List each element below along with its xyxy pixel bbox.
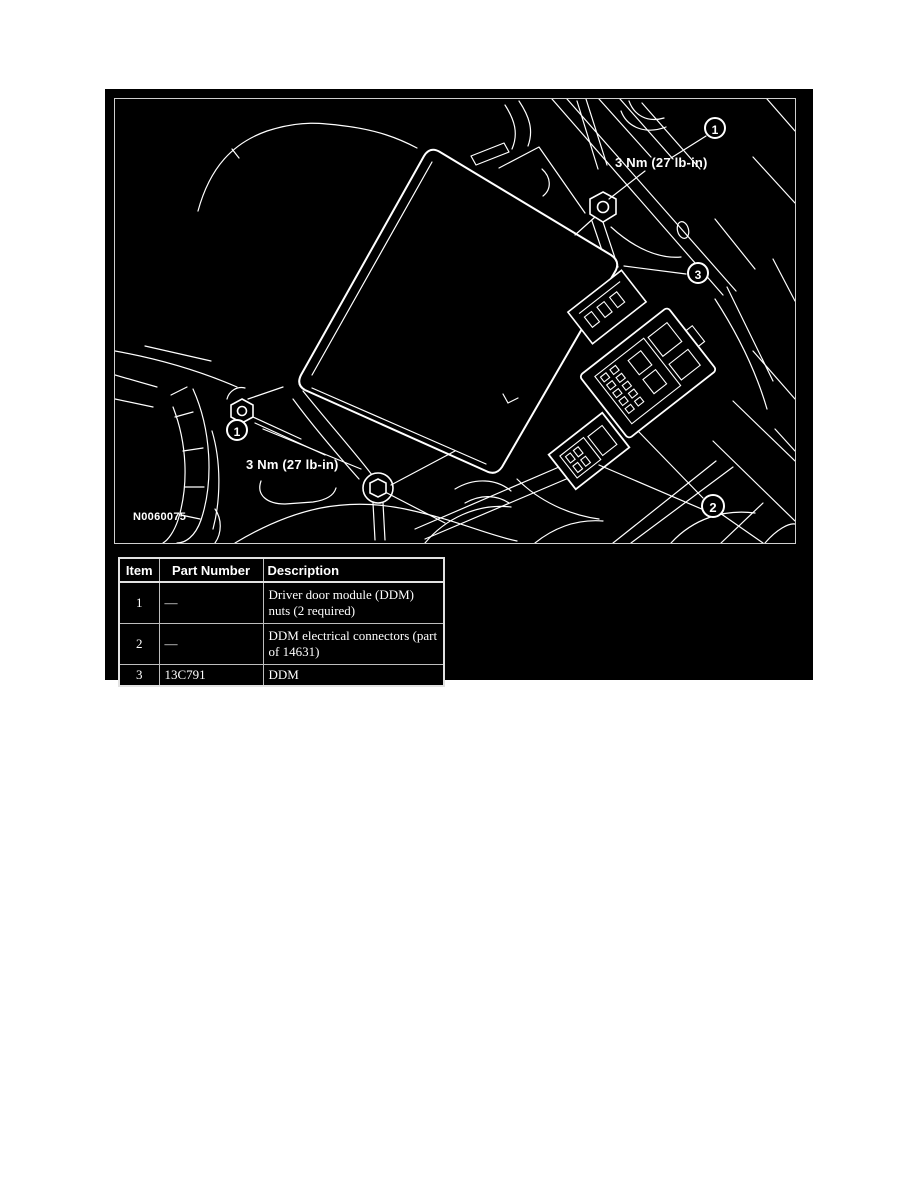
table-row	[119, 624, 444, 665]
header-part-number: Part Number	[159, 558, 263, 582]
ddm-diagram	[114, 98, 796, 544]
header-item: Item	[119, 558, 159, 582]
cell-description: Driver door module (DDM) nuts (2 required)	[263, 582, 444, 624]
header-description: Description	[263, 558, 444, 582]
callout-1-bottom-badge: 1	[226, 419, 248, 441]
torque-label-bottom: 3 Nm (27 lb-in)	[246, 457, 339, 472]
callout-3-badge: 3	[687, 262, 709, 284]
cell-description: DDM	[263, 665, 444, 687]
torque-label-top: 3 Nm (27 lb-in)	[615, 155, 708, 170]
figure-id-label: N0060075	[133, 511, 187, 523]
parts-table	[118, 557, 445, 687]
cell-part-number: 13C791	[159, 665, 263, 687]
table-row	[119, 665, 444, 687]
callout-1-top-badge: 1	[704, 117, 726, 139]
cell-description: DDM electrical connectors (part of 14631)	[263, 624, 444, 665]
table-row	[119, 582, 444, 624]
callout-2-badge: 2	[701, 494, 725, 518]
parts-table-header-row	[119, 558, 444, 582]
cell-part-number: —	[159, 624, 263, 665]
cell-item: 3	[119, 665, 159, 687]
cell-item: 2	[119, 624, 159, 665]
cell-item: 1	[119, 582, 159, 624]
cell-part-number: —	[159, 582, 263, 624]
figure-panel	[105, 89, 813, 680]
